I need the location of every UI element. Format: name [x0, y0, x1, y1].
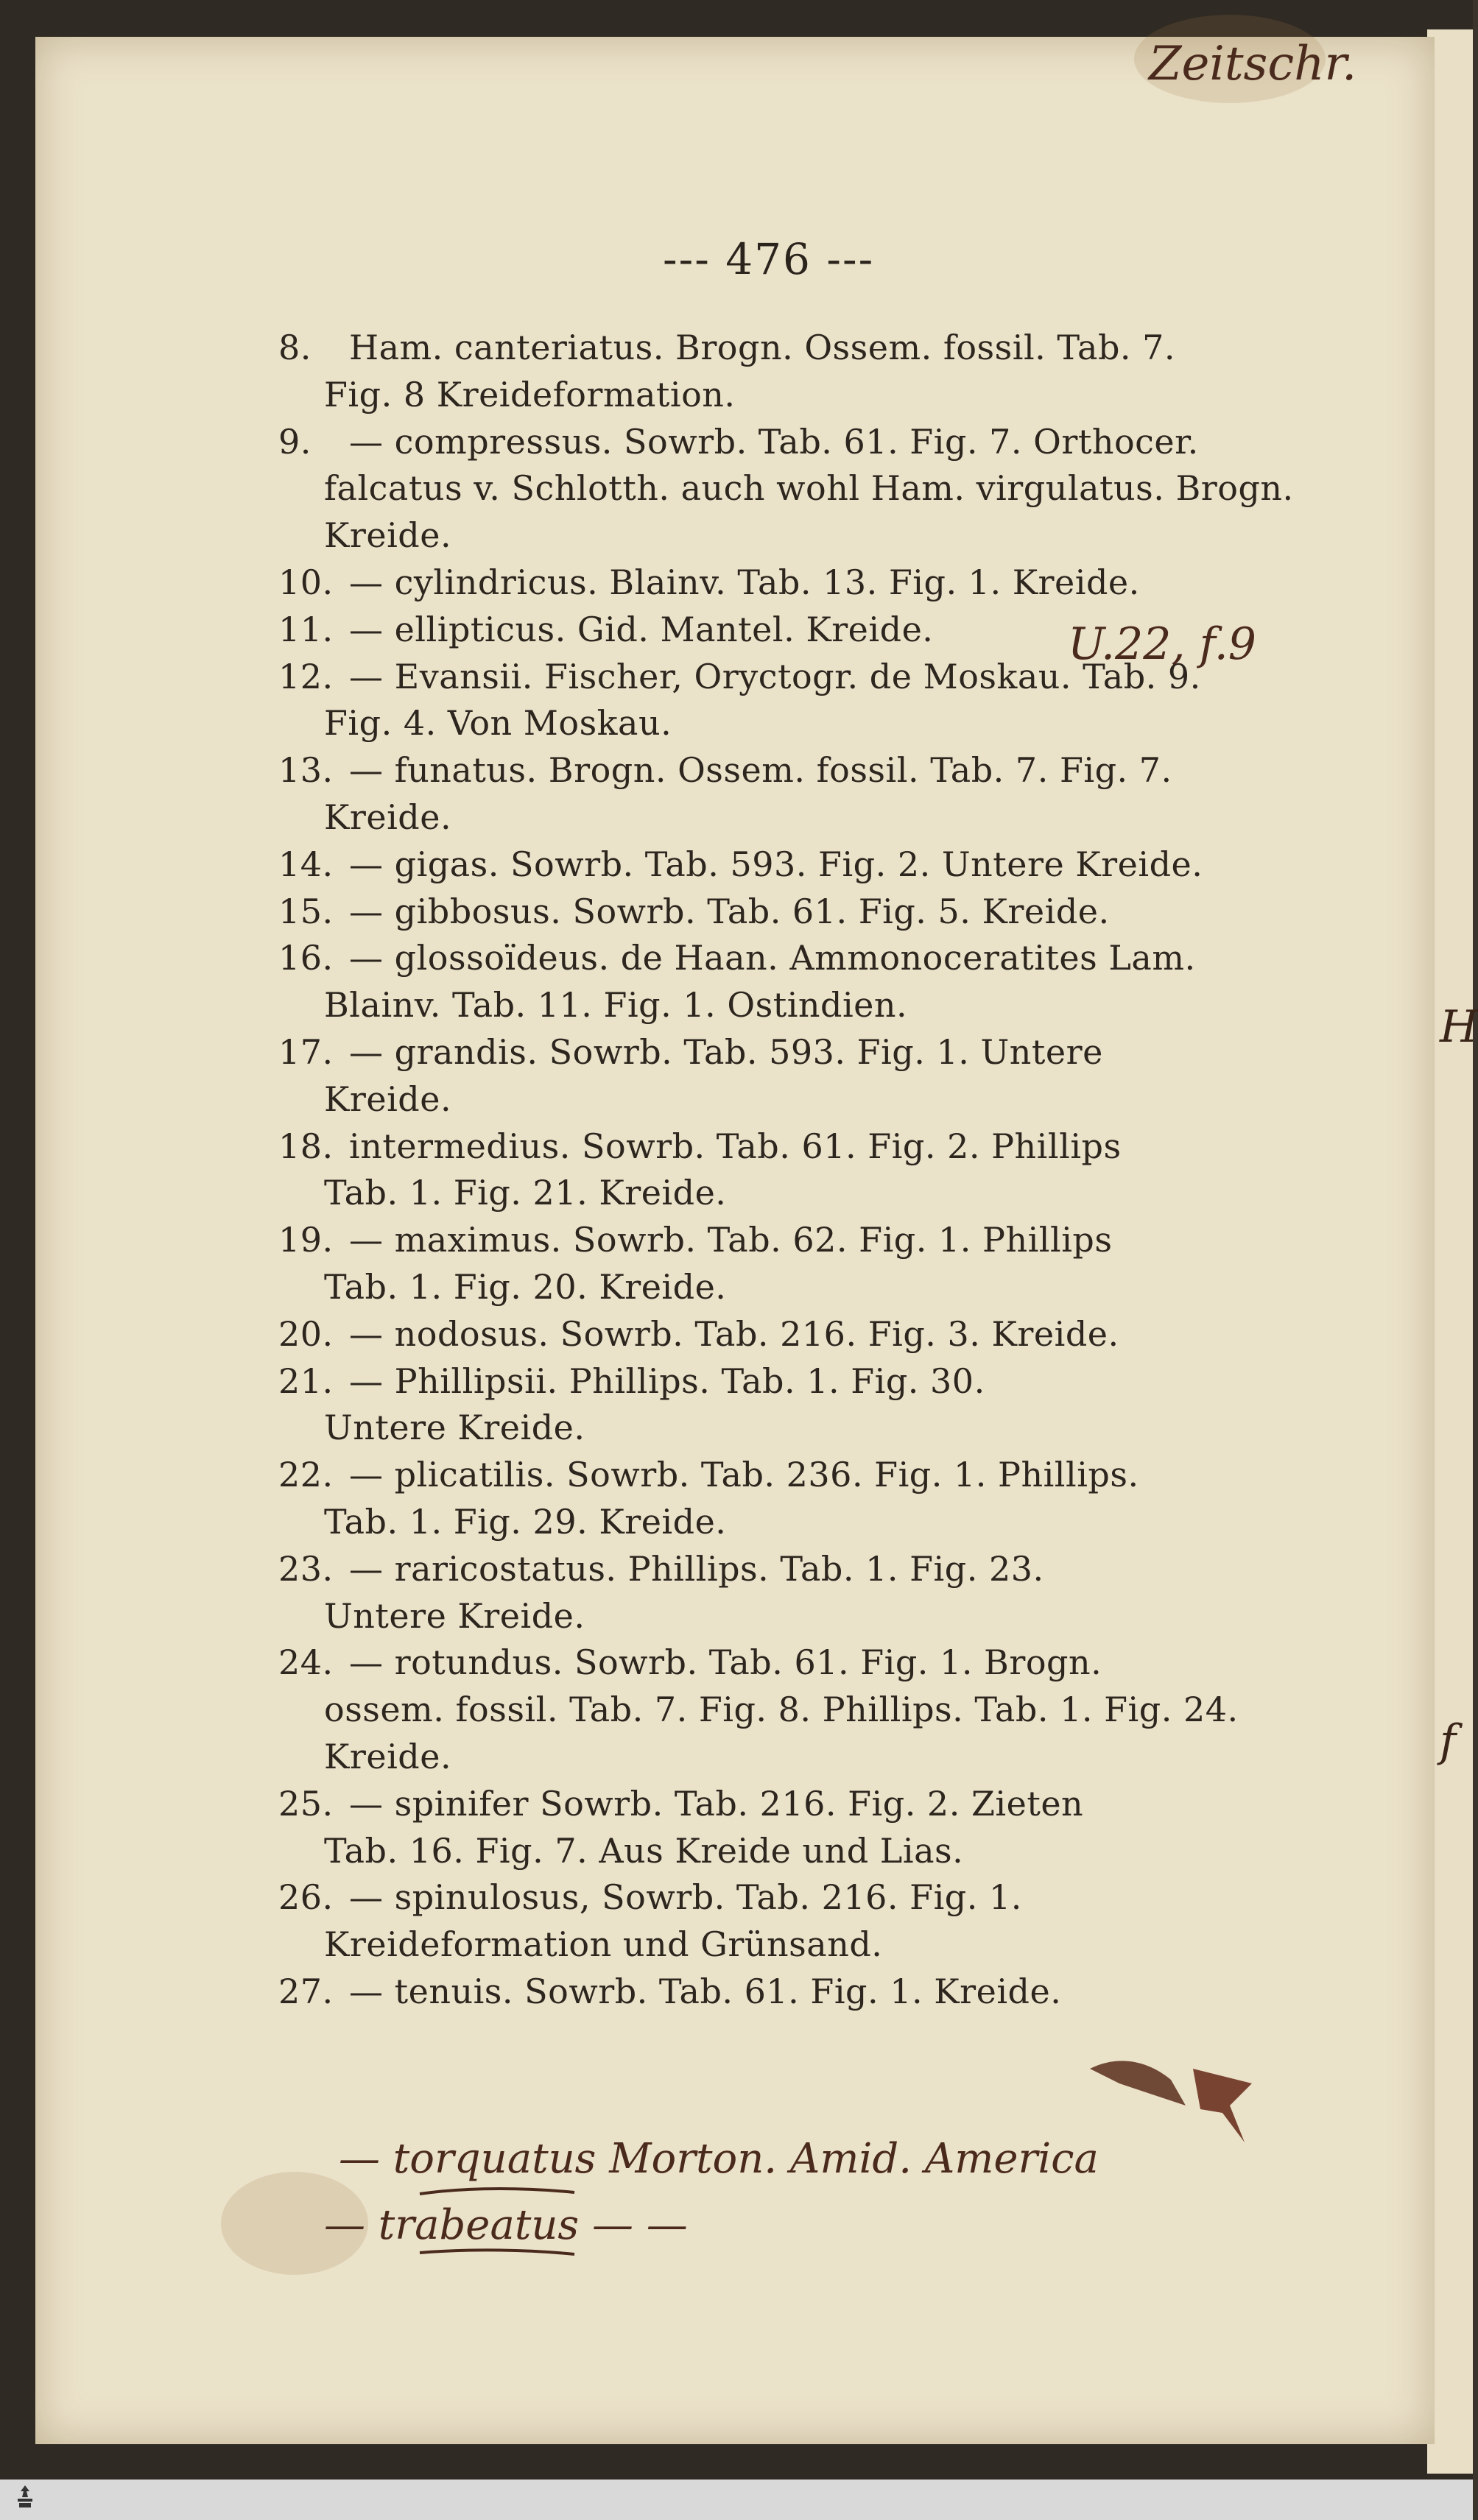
entry-text: Tab. 1. Fig. 21. Kreide.	[324, 1173, 727, 1213]
entry-text: Untere Kreide.	[324, 1595, 585, 1636]
viewer-bottom-bar	[0, 2480, 1473, 2520]
library-logo-icon	[10, 2482, 40, 2515]
entry-number: 9.	[278, 421, 312, 462]
entry-text: Untere Kreide.	[324, 1408, 585, 1448]
entry-text: — maximus. Sowrb. Tab. 62. Fig. 1. Phillips	[349, 1220, 1113, 1260]
entry-text: Kreide.	[324, 515, 452, 556]
entry-line	[278, 1877, 1022, 1917]
entry-line	[278, 938, 1196, 978]
entry-number: 20.	[278, 1313, 334, 1354]
entry-number: 8.	[278, 328, 312, 367]
entry-line	[278, 1784, 1083, 1824]
entry-continuation	[324, 1831, 963, 1871]
entry-text: Kreide.	[324, 1737, 452, 1776]
entry-continuation	[324, 703, 672, 743]
entry-text: — rotundus. Sowrb. Tab. 61. Fig. 1. Brogn.	[349, 1642, 1102, 1683]
entry-text: — Phillipsii. Phillips. Tab. 1. Fig. 30.	[349, 1360, 985, 1401]
entry-line	[278, 422, 1199, 462]
entry-number: 26.	[278, 1877, 334, 1918]
entry-number: 22.	[278, 1455, 334, 1495]
entry-line	[278, 1642, 1102, 1682]
entry-text: — glossoïdeus. de Haan. Ammonoceratites Lam.	[349, 938, 1196, 978]
entry-number: 14.	[278, 844, 334, 884]
entry-text: — Evansii. Fischer, Oryctogr. de Moskau. Tab. 9.	[349, 656, 1201, 696]
entry-number: 15.	[278, 891, 334, 931]
page-number: --- 476 ---	[663, 234, 875, 284]
handwritten-addition-1: — torquatus Morton. Amid. America	[339, 2135, 1099, 2183]
entry-number: 18.	[278, 1126, 334, 1166]
entry-continuation	[324, 1408, 585, 1447]
entry-line	[278, 610, 933, 649]
entry-continuation	[324, 797, 451, 837]
entry-continuation	[324, 1690, 1239, 1729]
entry-line	[278, 1032, 1103, 1072]
entry-line	[278, 892, 1110, 931]
entry-line	[278, 1455, 1139, 1494]
entry-number: 13.	[278, 750, 334, 791]
entry-continuation	[324, 1596, 585, 1636]
entry-continuation	[324, 375, 736, 414]
margin-handwriting-right: H	[1440, 1001, 1478, 1053]
entry-continuation	[324, 1737, 451, 1776]
entry-text: — funatus. Brogn. Ossem. fossil. Tab. 7. Fig. 7.	[349, 750, 1172, 791]
entry-text: Tab. 16. Fig. 7. Aus Kreide und Lias.	[324, 1830, 964, 1871]
margin-handwriting-right: f	[1440, 1715, 1457, 1767]
handwritten-addition-2: — trabeatus — —	[324, 2201, 688, 2249]
entry-text: falcatus v. Schlotth. auch wohl Ham. virgulatus. Brogn.	[324, 468, 1294, 509]
entry-line	[278, 657, 1201, 696]
entry-number: 21.	[278, 1360, 334, 1401]
entry-text: — ellipticus. Gid. Mantel. Kreide.	[349, 609, 934, 649]
entry-text: Kreideformation und Grünsand.	[324, 1924, 883, 1965]
entry-number: 24.	[278, 1642, 334, 1683]
ink-blot-drawing	[1075, 2039, 1281, 2150]
entry-text: — tenuis. Sowrb. Tab. 61. Fig. 1. Kreide.	[349, 1972, 1062, 2011]
entry-text: Fig. 4. Von Moskau.	[324, 703, 672, 744]
entry-text: — plicatilis. Sowrb. Tab. 236. Fig. 1. Phillips.	[349, 1455, 1139, 1495]
entry-number: 10.	[278, 562, 334, 602]
entry-line	[278, 1314, 1119, 1354]
entry-continuation	[324, 515, 451, 555]
entry-text: — gibbosus. Sowrb. Tab. 61. Fig. 5. Kreide.	[349, 891, 1110, 931]
entry-text: — spinifer Sowrb. Tab. 216. Fig. 2. Zieten	[349, 1783, 1084, 1824]
entry-number: 27.	[278, 1972, 334, 2011]
entry-line	[278, 1126, 1122, 1166]
entry-number: 11.	[278, 609, 334, 649]
entry-text: — raricostatus. Phillips. Tab. 1. Fig. 23.	[349, 1548, 1044, 1589]
entry-continuation	[324, 1502, 726, 1542]
handwritten-note-line11: U.22, f.9	[1068, 618, 1256, 670]
entry-line	[278, 844, 1203, 884]
entry-continuation	[324, 1173, 726, 1213]
entry-line	[278, 1549, 1044, 1589]
entry-text: — compressus. Sowrb. Tab. 61. Fig. 7. Orthocer.	[349, 421, 1199, 462]
handwriting-underline	[412, 2179, 707, 2267]
entry-text: Ham. canteriatus. Brogn. Ossem. fossil. Tab. 7.	[349, 328, 1176, 367]
entry-text: Blainv. Tab. 11. Fig. 1. Ostindien.	[324, 985, 908, 1026]
entry-line	[278, 1220, 1113, 1260]
entry-continuation	[324, 1079, 451, 1119]
entry-number: 16.	[278, 938, 334, 978]
entry-continuation	[324, 1267, 726, 1307]
entry-line	[278, 1361, 985, 1401]
entry-line	[278, 562, 1140, 602]
entry-text: — spinulosus, Sowrb. Tab. 216. Fig. 1.	[349, 1877, 1022, 1918]
entry-text: Kreide.	[324, 1079, 452, 1119]
entry-text: Tab. 1. Fig. 29. Kreide.	[324, 1502, 727, 1542]
entry-continuation	[324, 1924, 882, 1964]
entry-line	[278, 750, 1172, 790]
entry-line	[278, 1972, 1061, 2011]
entry-number: 17.	[278, 1032, 334, 1072]
entry-text: — grandis. Sowrb. Tab. 593. Fig. 1. Untere	[349, 1032, 1103, 1072]
handwritten-top-note: Zeitschr.	[1149, 37, 1357, 91]
entry-number: 23.	[278, 1548, 334, 1589]
entry-text: intermedius. Sowrb. Tab. 61. Fig. 2. Phillips	[349, 1126, 1122, 1166]
entry-number: 19.	[278, 1220, 334, 1260]
entry-number: 12.	[278, 656, 334, 696]
entry-number: 25.	[278, 1783, 334, 1824]
entry-text: — nodosus. Sowrb. Tab. 216. Fig. 3. Kreide.	[349, 1313, 1119, 1354]
entry-text: — gigas. Sowrb. Tab. 593. Fig. 2. Untere Kreide.	[349, 844, 1203, 884]
entry-continuation	[324, 468, 1294, 508]
entry-text: Fig. 8 Kreideformation.	[324, 374, 736, 414]
entry-text: ossem. fossil. Tab. 7. Fig. 8. Phillips. Tab. 1. Fig. 24.	[324, 1690, 1239, 1730]
entry-text: — cylindricus. Blainv. Tab. 13. Fig. 1. Kreide.	[349, 562, 1140, 602]
entry-text: Tab. 1. Fig. 20. Kreide.	[324, 1267, 727, 1307]
entry-line	[278, 328, 1175, 367]
entry-text: Kreide.	[324, 797, 452, 837]
entry-continuation	[324, 985, 907, 1025]
